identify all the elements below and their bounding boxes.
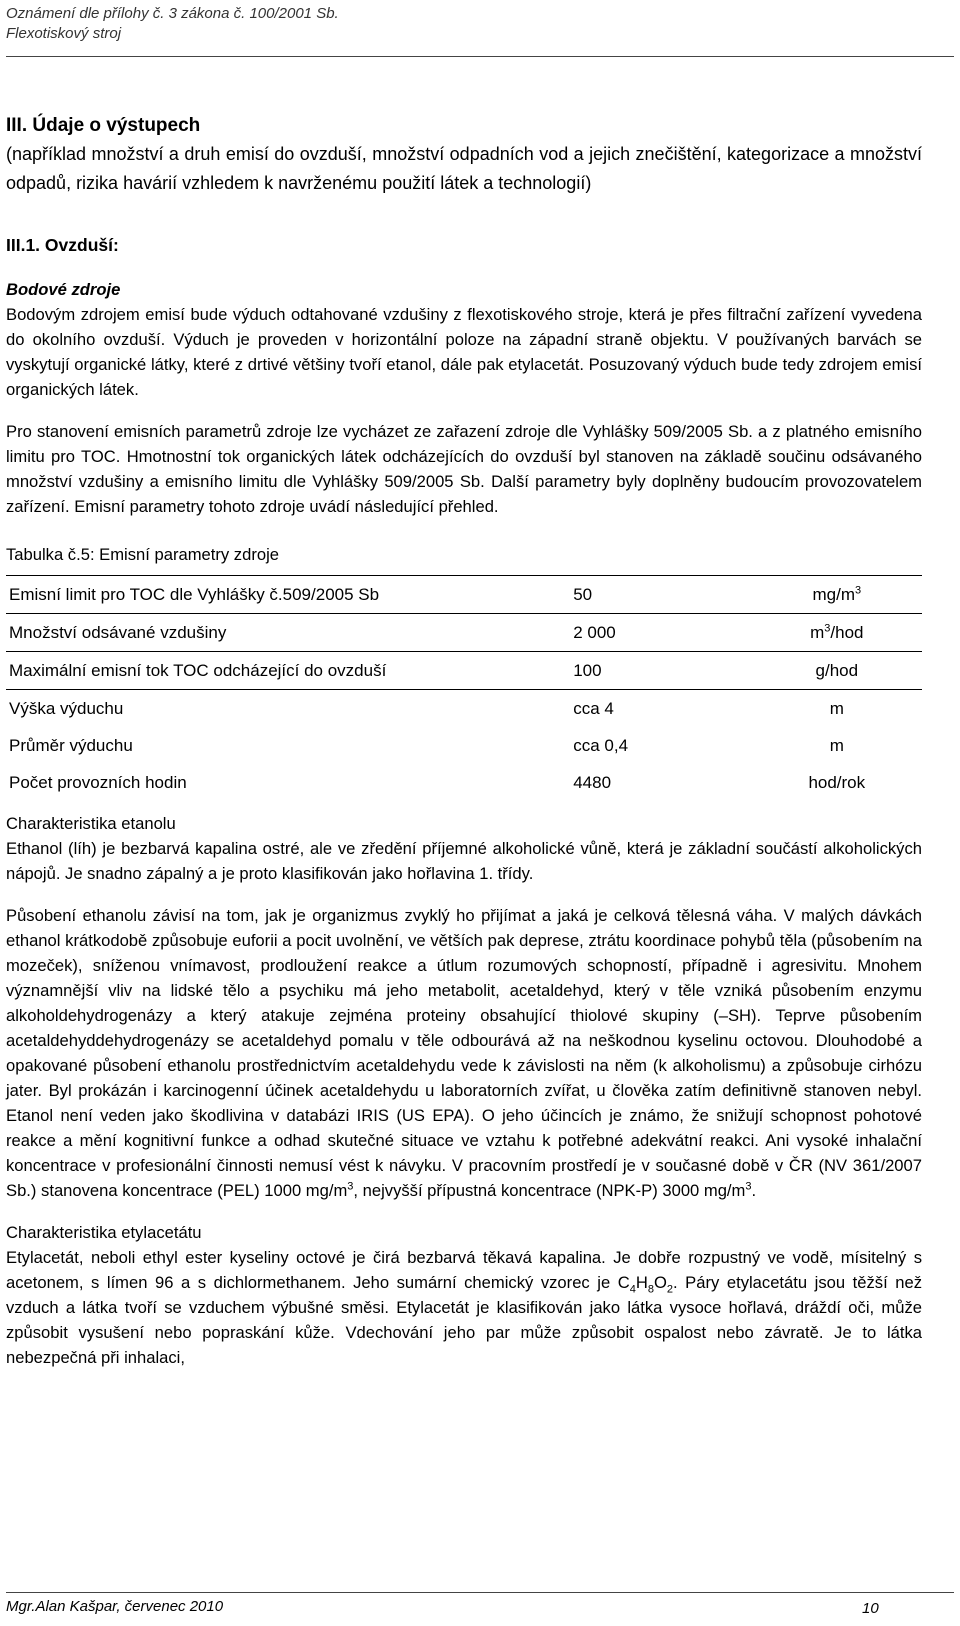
header-line-1: Oznámení dle přílohy č. 3 zákona č. 100/2001 Sb. bbox=[6, 5, 339, 22]
page-header bbox=[6, 4, 339, 44]
param-label: Počet provozních hodin bbox=[9, 773, 187, 792]
param-unit bbox=[749, 727, 922, 764]
ethanol-text-end: . bbox=[751, 1181, 757, 1200]
unit-text: m bbox=[829, 699, 844, 718]
param-unit bbox=[749, 652, 922, 690]
param-unit bbox=[749, 690, 922, 728]
table-row bbox=[6, 614, 922, 652]
point-sources-paragraph: Bodovým zdrojem emisí bude výduch odtahované vzdušiny z flexotiskového stroje, která je přes filtrační zařízení vyvedena do okolního ovzduší. Výduch je proveden v horizontální poloze na západní straně objektu. V používaných barvách se vyskytují organické látky, které z drtivé většiny tvoří etanol, dále pak etylacetát. Posuzovaný výduch bude tedy zdrojem emisí organických látek. bbox=[6, 305, 922, 399]
section-title: III. Údaje o výstupech bbox=[6, 115, 201, 136]
table-caption: Tabulka č.5: Emisní parametry zdroje bbox=[6, 545, 279, 564]
ethanol-text-main: Působení ethanolu závisí na tom, jak je organizmus zvyklý ho přijímat a jaká je celková tělesná váha. V malých dávkách ethanol krátkodobě způsobuje euforii a pocit uvolnění, ve větších pak deprese, ztrátu koordinace pohybů těla (působením na mozeček), sníženou vnímavost, prodloužení reakce a útlum rozumových schopností, případně i agresivitu. Mnohem významnější vliv na lidské tělo a psychiku má jeho metabolit, acetaldehyd, který v těle vzniká působením enzymu alkoholdehydrogenázy a který atakuje zejména proteiny obsahující thiolové skupiny (–SH). Teprve působením acetaldehyddehydrogenázy se acetaldehyd pomalu v těle odbourává až na neškodnou kyselinu octovou. Dlouhodobé a opakované působení ethanolu prostřednictvím acetaldehydu vede k závislosti na něm (k alkoholismu) a způsobuje cirhózu jater. Byl prokázán i karcinogenní účinek acetaldehydu u laboratorních zvířat, u člověka zatím definitivně stanoven nebyl. Etanol není veden jako škodlivina v databázi IRIS (US EPA). O jeho účincích je známo, že snižují schopnost pohotové reakce a mění kognitivní funkce a odhad skutečné situace ve vztahu k potřebné adekvátní reakci. Ani vysoké inhalační koncentrace v profesionální činnosti nemusí vést k návyku. V pracovním prostředí je v současné době v ČR (NV 361/2007 Sb.) stanovena koncentrace (PEL) 1000 mg/m bbox=[6, 906, 922, 1200]
param-value: 4480 bbox=[573, 773, 612, 792]
superscript: 3 bbox=[347, 1180, 354, 1193]
unit-text: m bbox=[829, 736, 844, 755]
emission-parameters-paragraph: Pro stanovení emisních parametrů zdroje lze vycházet ze zařazení zdroje dle Vyhlášky 509/2005 Sb. a z platného emisního limitu pro TOC. Hmotnostní tok organických látek odcházejících do ovzduší byl stanoven na základě součinu odsávaného množství vzdušiny a emisního limitu dle Vyhlášky 509/2005 Sb. Další parametry byly doplněny budoucím provozovatelem zařízení. Emisní parametry tohoto zdroje uvádí následující přehled. bbox=[6, 422, 922, 516]
unit-superscript: 3 bbox=[824, 622, 831, 635]
param-value: 100 bbox=[570, 652, 748, 690]
param-value: cca 4 bbox=[573, 699, 614, 718]
section-intro: (například množství a druh emisí do ovzduší, množství odpadních vod a jejich znečištění, kategorizace a množství odpadů, rizika havárií vzhledem k navrženému použití látek a technologií) bbox=[6, 144, 922, 193]
ethanol-paragraph-2 bbox=[6, 903, 922, 1203]
param-unit bbox=[749, 764, 922, 801]
superscript: 3 bbox=[745, 1180, 752, 1193]
subscript: 8 bbox=[647, 1283, 654, 1296]
ethylacetate-text-a: Etylacetát, neboli ethyl ester kyseliny octové je čirá bezbarvá těkavá kapalina. Je dobře rozpustný ve vodě, mísitelný s acetonem, s límen 96 a s dichlormethanem. Jeho sumární chemický vzorec je C bbox=[6, 1248, 922, 1292]
param-label: Výška výduchu bbox=[9, 699, 124, 718]
unit-superscript: 3 bbox=[854, 584, 862, 597]
table-row bbox=[6, 727, 922, 764]
ethylacetate-text-c: O bbox=[653, 1273, 667, 1292]
ethanol-heading: Charakteristika etanolu bbox=[6, 814, 176, 833]
header-line-2: Flexotiskový stroj bbox=[6, 25, 122, 42]
param-label: Maximální emisní tok TOC odcházející do ovzduší bbox=[6, 652, 570, 690]
unit-text: hod/rok bbox=[808, 773, 866, 792]
ethylacetate-text-d: . Páry etylacetátu jsou těžší než vzduch a látka tvoří se vzduchem výbušné směsi. Etylacetát je klasifikován jako látka vysoce hořlavá, dráždí oči, může způsobit vysušení nebo popraskání kůže. Vdechování jeho par může způsobit ospalost nebo závratě. Je to látka nebezpečná při inhalaci, bbox=[6, 1273, 923, 1367]
point-sources-heading: Bodové zdroje bbox=[6, 280, 121, 299]
unit-tail: /hod bbox=[830, 623, 864, 642]
param-label: Množství odsávané vzdušiny bbox=[6, 614, 570, 652]
header-divider bbox=[6, 56, 954, 57]
param-value: 50 bbox=[570, 576, 748, 614]
ethylacetate-text-b: H bbox=[635, 1273, 648, 1292]
main-content bbox=[6, 112, 922, 1370]
param-label: Emisní limit pro TOC dle Vyhlášky č.509/2005 Sb bbox=[6, 576, 570, 614]
ethylacetate-heading: Charakteristika etylacetátu bbox=[6, 1223, 202, 1242]
param-unit bbox=[749, 576, 922, 614]
footer-author: Mgr.Alan Kašpar, červenec 2010 bbox=[6, 1598, 224, 1615]
param-label: Průměr výduchu bbox=[9, 736, 133, 755]
unit-text: mg/m bbox=[812, 585, 855, 604]
subscript: 2 bbox=[666, 1283, 674, 1296]
param-value: 2 000 bbox=[570, 614, 748, 652]
subscript: 4 bbox=[629, 1283, 636, 1296]
unit-text: m bbox=[810, 623, 825, 642]
table-row bbox=[6, 690, 922, 728]
unit-text: g/hod bbox=[815, 661, 859, 680]
page-number: 10 bbox=[862, 1600, 879, 1617]
table-row bbox=[6, 764, 922, 801]
footer-divider bbox=[6, 1592, 954, 1593]
ethanol-text-mid: , nejvyšší přípustná koncentrace (NPK-P) 3000 mg/m bbox=[353, 1181, 746, 1200]
table-row bbox=[6, 576, 922, 614]
table-row bbox=[6, 652, 922, 690]
param-unit bbox=[749, 614, 922, 652]
emission-parameters-table bbox=[6, 575, 922, 801]
ethylacetate-paragraph bbox=[6, 1245, 922, 1370]
subsection-title: III.1. Ovzduší: bbox=[6, 235, 119, 255]
ethanol-paragraph-1: Ethanol (líh) je bezbarvá kapalina ostré, ale ve zředění příjemné alkoholické vůně, která je základní součástí alkoholických nápojů. Je snadno zápalný a je proto klasifikován jako hořlavina 1. třídy. bbox=[6, 839, 922, 883]
param-value: cca 0,4 bbox=[573, 736, 629, 755]
